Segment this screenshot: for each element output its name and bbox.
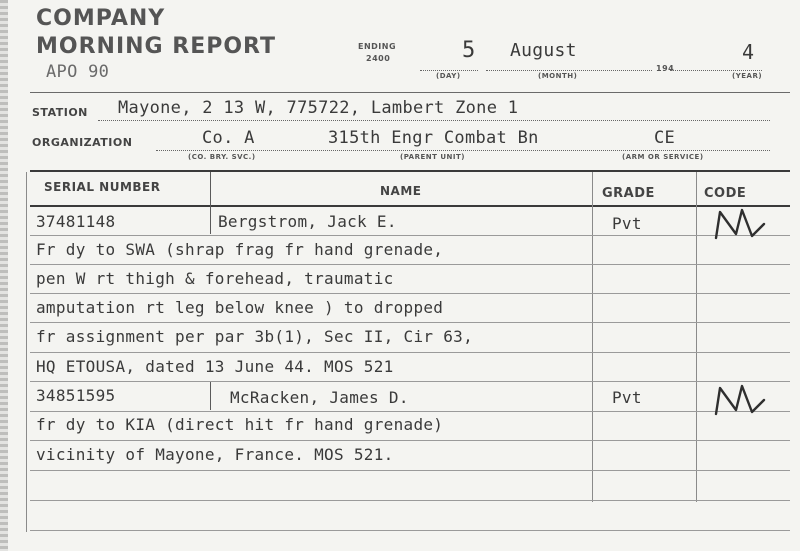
entry-1-name: Bergstrom, Jack E. [218,212,397,231]
day-caption: (DAY) [436,72,461,80]
entry-1-line-2: pen W rt thigh & forehead, traumatic [36,269,394,288]
entry-2-grade: Pvt [612,388,642,407]
row-line-7 [30,411,790,412]
station-line [98,120,770,121]
organization-label: ORGANIZATION [32,136,133,149]
table-header-bottom-border [30,205,790,207]
row-line-8 [30,440,790,441]
handwritten-code-mark-icon [712,206,768,242]
header-serial-number: SERIAL NUMBER [44,180,161,194]
apo-number: APO 90 [46,62,110,82]
form-title-morning-report: MORNING REPORT [36,34,277,59]
station-value: Mayone, 2 13 W, 775722, Lambert Zone 1 [118,98,519,118]
row-line-9 [30,470,790,471]
header-name: NAME [380,184,422,198]
row-line-10 [30,500,790,501]
caption-company: (CO. BRY. SVC.) [188,153,256,161]
row-line-1 [30,235,790,236]
ending-time: 2400 [366,54,391,63]
entry-1-line-3: amputation rt leg below knee ) to dropped [36,298,444,317]
month-caption: (MONTH) [538,72,578,80]
table-left-border [26,172,27,532]
entry-1-line-4: fr assignment per par 3b(1), Sec II, Cir 63, [36,327,474,346]
row-line-4 [30,322,790,323]
row-line-5 [30,352,790,353]
year-prefix: 194 [656,64,675,73]
column-divider-code [696,172,697,502]
entry-1-line-1: Fr dy to SWA (shrap frag fr hand grenade, [36,240,444,259]
caption-service: (ARM OR SERVICE) [622,153,704,161]
report-day: 5 [462,38,476,63]
entry-1-grade: Pvt [612,214,642,233]
column-divider-grade [592,172,593,502]
header-code: CODE [704,186,747,201]
column-divider-serial-2 [210,382,211,410]
header-grade: GRADE [602,186,655,201]
organization-parent-unit: 315th Engr Combat Bn [328,128,539,148]
row-line-2 [30,264,790,265]
entry-2-serial: 34851595 [36,386,116,405]
entry-1-serial: 37481148 [36,212,116,231]
row-line-11 [30,530,790,531]
year-line [670,70,762,71]
header-divider [30,92,790,93]
entry-2-line-2: vicinity of Mayone, France. MOS 521. [36,445,394,464]
entry-2-line-1: fr dy to KIA (direct hit fr hand grenade) [36,415,444,434]
caption-parent-unit: (PARENT UNIT) [400,153,465,161]
row-line-6 [30,381,790,382]
row-line-3 [30,293,790,294]
organization-line [156,150,770,151]
entry-1-code [712,206,768,247]
table-top-border [30,170,790,172]
month-line [486,70,652,71]
ending-label: ENDING [358,42,397,51]
entry-2-code [712,382,768,423]
report-year: 4 [742,40,755,64]
handwritten-code-mark-icon [712,382,768,418]
organization-company: Co. A [202,128,255,148]
entry-2-name: McRacken, James D. [230,388,409,407]
column-divider-serial [210,172,211,234]
organization-service: CE [654,128,676,148]
year-caption: (YEAR) [732,72,763,80]
day-line [420,70,478,71]
report-month: August [510,40,577,61]
entry-1-line-5: HQ ETOUSA, dated 13 June 44. MOS 521 [36,357,394,376]
form-title-company: COMPANY [36,6,166,31]
station-label: STATION [32,106,88,119]
